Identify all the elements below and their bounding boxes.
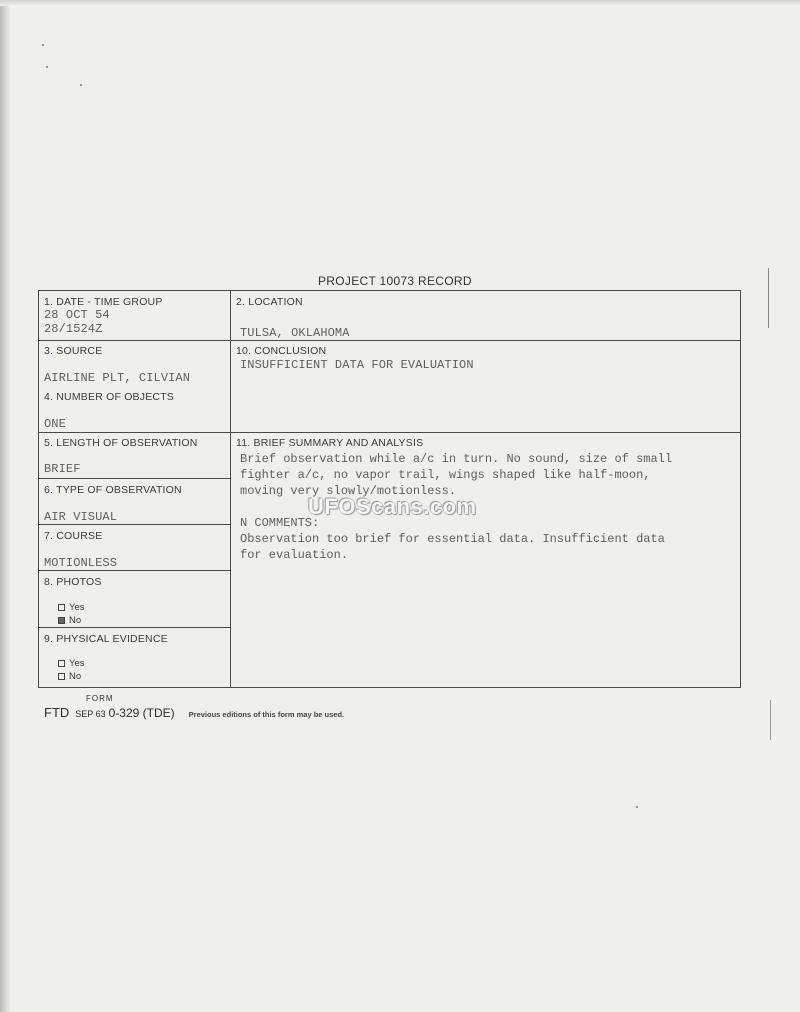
row-divider bbox=[38, 627, 230, 628]
page-edge-top bbox=[0, 0, 800, 6]
photos-no-option bbox=[58, 615, 81, 626]
row-divider bbox=[38, 340, 230, 341]
scan-speck bbox=[80, 84, 82, 86]
time-group-value: 28/1524Z bbox=[44, 322, 103, 336]
physical-evidence-no-label: No bbox=[69, 671, 82, 682]
physical-evidence-yes-checkbox bbox=[58, 660, 65, 667]
physical-evidence-yes-option bbox=[58, 658, 85, 669]
footer-form-number: 0-329 (TDE) bbox=[108, 706, 175, 720]
conclusion-label: 10. CONCLUSION bbox=[236, 345, 327, 357]
conclusion-value: INSUFFICIENT DATA FOR EVALUATION bbox=[240, 358, 474, 372]
location-label: 2. LOCATION bbox=[236, 296, 303, 308]
row-divider bbox=[38, 524, 230, 525]
date-time-group-label: 1. DATE - TIME GROUP bbox=[44, 296, 163, 308]
scan-speck bbox=[46, 66, 48, 68]
number-of-objects-label: 4. NUMBER OF OBJECTS bbox=[44, 391, 175, 403]
row-divider bbox=[230, 340, 741, 341]
physical-evidence-yes-label: Yes bbox=[69, 658, 85, 669]
length-of-observation-value: BRIEF bbox=[44, 462, 81, 476]
type-of-observation-label: 6. TYPE OF OBSERVATION bbox=[44, 484, 182, 496]
record-form bbox=[38, 290, 741, 688]
photos-label: 8. PHOTOS bbox=[44, 576, 102, 588]
form-footer bbox=[44, 704, 344, 722]
summary-line: Brief observation while a/c in turn. No sound, size of small bbox=[240, 452, 673, 466]
watermark: UFOScans.com bbox=[308, 494, 477, 519]
photos-yes-option bbox=[58, 602, 85, 613]
row-divider bbox=[230, 432, 741, 433]
comments-heading: N COMMENTS: bbox=[240, 516, 320, 530]
physical-evidence-label: 9. PHYSICAL EVIDENCE bbox=[44, 633, 168, 645]
course-label: 7. COURSE bbox=[44, 530, 103, 542]
course-value: MOTIONLESS bbox=[44, 556, 118, 570]
physical-evidence-no-checkbox bbox=[58, 673, 65, 680]
footer-ftd: FTD bbox=[44, 705, 70, 720]
form-title: PROJECT 10073 RECORD bbox=[318, 274, 472, 288]
summary-line: moving very slowly/motionless. bbox=[240, 484, 457, 498]
photos-no-label: No bbox=[69, 615, 82, 626]
date-value: 28 OCT 54 bbox=[44, 308, 110, 322]
column-divider bbox=[230, 290, 231, 687]
scan-speck bbox=[42, 44, 44, 46]
type-of-observation-value: AIR VISUAL bbox=[44, 510, 118, 524]
physical-evidence-no-option bbox=[58, 671, 81, 682]
footer-previous-editions: Previous editions of this form may be used. bbox=[188, 710, 345, 719]
row-divider bbox=[38, 478, 230, 479]
location-value: TULSA, OKLAHOMA bbox=[240, 326, 350, 340]
page-edge bbox=[0, 0, 11, 1012]
row-divider bbox=[38, 432, 230, 433]
comment-line: Observation too brief for essential data. Insufficient data bbox=[240, 532, 665, 546]
scan-speck bbox=[636, 806, 638, 808]
footer-form-word: FORM bbox=[86, 694, 114, 703]
photos-no-checkbox bbox=[58, 617, 65, 624]
summary-line: fighter a/c, no vapor trail, wings shaped like half-moon, bbox=[240, 468, 651, 482]
footer-date: SEP 63 bbox=[75, 709, 106, 719]
source-value: AIRLINE PLT, CILVIAN bbox=[44, 371, 191, 385]
source-label: 3. SOURCE bbox=[44, 345, 103, 357]
number-of-objects-value: ONE bbox=[44, 417, 66, 431]
length-of-observation-label: 5. LENGTH OF OBSERVATION bbox=[44, 437, 198, 449]
photos-yes-checkbox bbox=[58, 604, 65, 611]
scan-mark bbox=[770, 700, 771, 740]
scan-mark bbox=[768, 268, 769, 328]
summary-label: 11. BRIEF SUMMARY AND ANALYSIS bbox=[236, 437, 424, 449]
comment-line: for evaluation. bbox=[240, 548, 349, 562]
row-divider bbox=[38, 570, 230, 571]
photos-yes-label: Yes bbox=[69, 602, 85, 613]
